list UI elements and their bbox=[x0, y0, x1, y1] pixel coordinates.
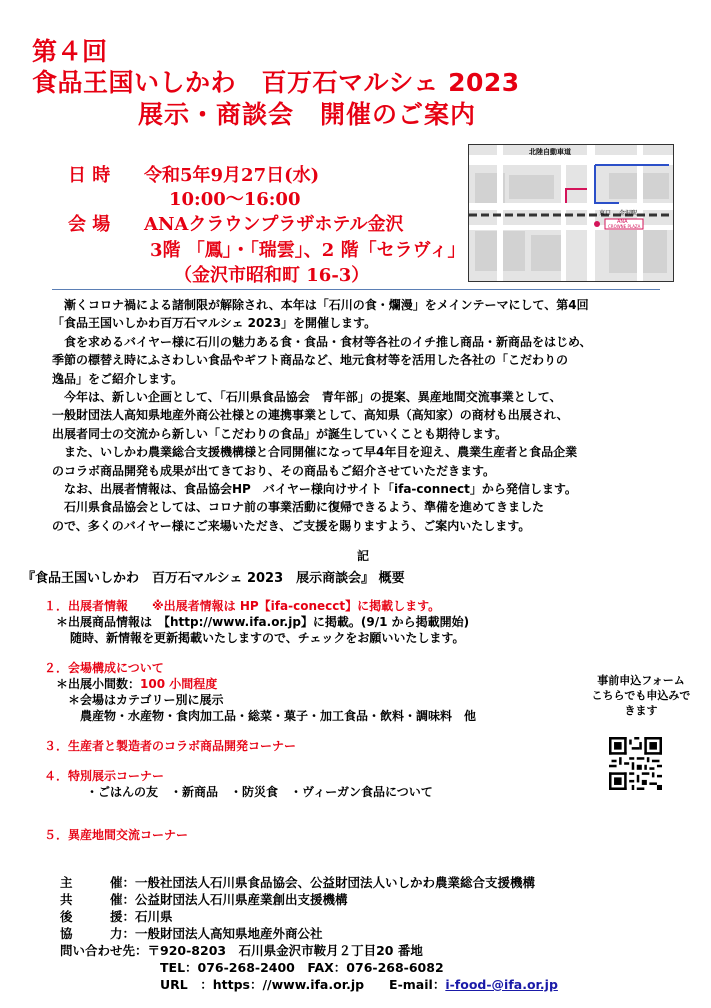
body-line: 今年は、新しい企画として、「石川県食品協会 青年部」の提案、異産地間交流事業として、 bbox=[52, 390, 562, 405]
body-line: 逸品」をご紹介します。 bbox=[52, 371, 184, 386]
divider-rule bbox=[52, 289, 660, 290]
map-label-gate: 東口 bbox=[599, 210, 612, 217]
date-label: 日 時 bbox=[68, 165, 111, 186]
email-link[interactable]: i-food-@ifa.or.jp bbox=[445, 977, 558, 992]
venue-rooms: 3階 「鳳」・「瑞雲」、2 階「セラヴィ」 bbox=[150, 240, 466, 261]
contact-value: 〒920-8203 石川県金沢市鞍月２丁目20 番地 bbox=[147, 943, 423, 958]
host-value: 一般社団法人石川県食品協会、公益財団法人いしかわ農業総合支援機構 bbox=[135, 875, 536, 890]
qr-code-icon[interactable] bbox=[609, 737, 662, 790]
tel-fax-line: TEL：076-268-2400 FAX：076-268-6082 bbox=[160, 960, 444, 975]
cohost-label: 共 催： bbox=[60, 892, 136, 907]
body-line: 季節の標替え時にふさわしい食品やギフト商品など、地元食材等を活用した各社の「こだわりの bbox=[52, 353, 569, 368]
intro-body bbox=[52, 296, 664, 535]
section-2-heading: ２．会場構成について bbox=[44, 661, 164, 675]
section-1-line-1: ＊出展商品情報は 【http://www.ifa.or.jp】に掲載。(9/1 から掲載開始) bbox=[56, 615, 470, 629]
application-form-note bbox=[586, 673, 696, 718]
time-value: 10:00～16:00 bbox=[169, 189, 301, 210]
section-2-line-2: ＊会場はカテゴリー別に展示 bbox=[68, 693, 224, 707]
section-1-line-2: 随時、新情報を更新掲載いたしますので、チェックをお願いいたします。 bbox=[70, 631, 465, 645]
support-row bbox=[60, 907, 173, 925]
form-note-line: きます bbox=[624, 704, 658, 717]
coop-row bbox=[60, 924, 323, 942]
overview-title: 『食品王国いしかわ 百万石マルシェ 2023 展示商談会』 概要 bbox=[22, 571, 405, 586]
section-3-heading: ３．生産者と製造者のコラボ商品開発コーナー bbox=[44, 739, 297, 753]
host-row bbox=[60, 873, 535, 891]
section-4-heading: ４．特別展示コーナー bbox=[44, 769, 165, 783]
body-line: 漸くコロナ禍による諸制限が解除され、本年は「石川の食・爛漫」をメインテーマにして、第4回 bbox=[52, 298, 589, 312]
map-graphic bbox=[469, 145, 673, 281]
booth-count-label: ＊出展小間数： bbox=[56, 677, 141, 691]
ki-mark: 記 bbox=[357, 549, 370, 563]
url-email-row bbox=[160, 975, 558, 993]
body-line: 出展者同士の交流から新しい「こだわりの食品」が誕生していくことも期待します。 bbox=[52, 426, 508, 441]
booth-count-value: 100 小間程度 bbox=[140, 677, 218, 691]
body-line: 石川県食品協会としては、コロナ前の事業活動に復帰できるよう、準備を進めてきました bbox=[52, 500, 545, 515]
coop-label: 協 力： bbox=[60, 926, 136, 941]
contact-label: 問い合わせ先： bbox=[60, 943, 148, 958]
body-line: また、いしかわ農業総合支援機構様と合同開催になって早4年目を迎え、農業生産者と食品企業 bbox=[52, 445, 578, 460]
title-line-3: 展示・商談会 開催のご案内 bbox=[138, 100, 477, 129]
body-line: ので、多くのバイヤー様にご来場いただき、ご支援を賜りますよう、ご案内いたします。 bbox=[52, 518, 531, 533]
url-line: URL ：https：//www.ifa.or.jp E-mail： bbox=[160, 977, 446, 992]
section-5-heading: ５．異産地間交流コーナー bbox=[44, 828, 189, 842]
section-1-heading: １．出展者情報 ※出展者情報は HP【ifa-conecct】に掲載します。 bbox=[44, 599, 441, 613]
map-label-station: 金沢駅 bbox=[619, 210, 638, 217]
map-label-hotel-2: CROWNE PLAZA bbox=[608, 224, 641, 229]
body-line: 「食品王国いしかわ百万石マルシェ 2023」を開催します。 bbox=[52, 316, 377, 331]
contact-row bbox=[60, 941, 423, 959]
body-line: 食を求めるバイヤー様に石川の魅力ある食・食品・食材等各社のイチ推し商品・新商品をはじめ、 bbox=[52, 334, 592, 349]
section-2-line-3: 農産物・水産物・食肉加工品・総菜・菓子・加工食品・飲料・調味料 他 bbox=[80, 709, 477, 723]
body-line: 一般財団法人高知県地産外商公社様との連携事業として、高知県（高知家）の商材も出展され、 bbox=[52, 408, 569, 423]
venue-map bbox=[468, 144, 674, 282]
map-label-route: 北陸自動車道 bbox=[529, 148, 571, 156]
venue-address: （金沢市昭和町 16-3） bbox=[174, 265, 370, 286]
host-label: 主 催： bbox=[60, 875, 136, 890]
title-line-1: 第４回 bbox=[32, 37, 108, 66]
map-label-hotel-1: ANA bbox=[617, 219, 628, 225]
form-note-line: こちらでも申込みで bbox=[591, 689, 691, 702]
body-line: なお、出展者情報は、食品協会HP バイヤー様向けサイト「ifa-connect」から発信します。 bbox=[52, 482, 577, 497]
body-line: のコラボ商品開発も成果が出てきており、その商品もご紹介させていただきます。 bbox=[52, 463, 496, 478]
support-value: 石川県 bbox=[135, 909, 173, 924]
date-value: 令和5年9月27日(水) bbox=[144, 165, 320, 186]
venue-name: ANAクラウンプラザホテル金沢 bbox=[144, 214, 404, 235]
form-note-line: 事前申込フォーム bbox=[597, 674, 685, 687]
venue-label: 会 場 bbox=[68, 214, 111, 235]
support-label: 後 援： bbox=[60, 909, 136, 924]
section-4-line-1: ・ごはんの友 ・新商品 ・防災食 ・ヴィーガン食品について bbox=[86, 785, 433, 799]
section-2-line-1 bbox=[56, 675, 217, 692]
coop-value: 一般財団法人高知県地産外商公社 bbox=[135, 926, 323, 941]
title-line-2: 食品王国いしかわ 百万石マルシェ 2023 bbox=[32, 68, 520, 97]
cohost-row bbox=[60, 890, 348, 908]
cohost-value: 公益財団法人石川県産業創出支援機構 bbox=[135, 892, 348, 907]
